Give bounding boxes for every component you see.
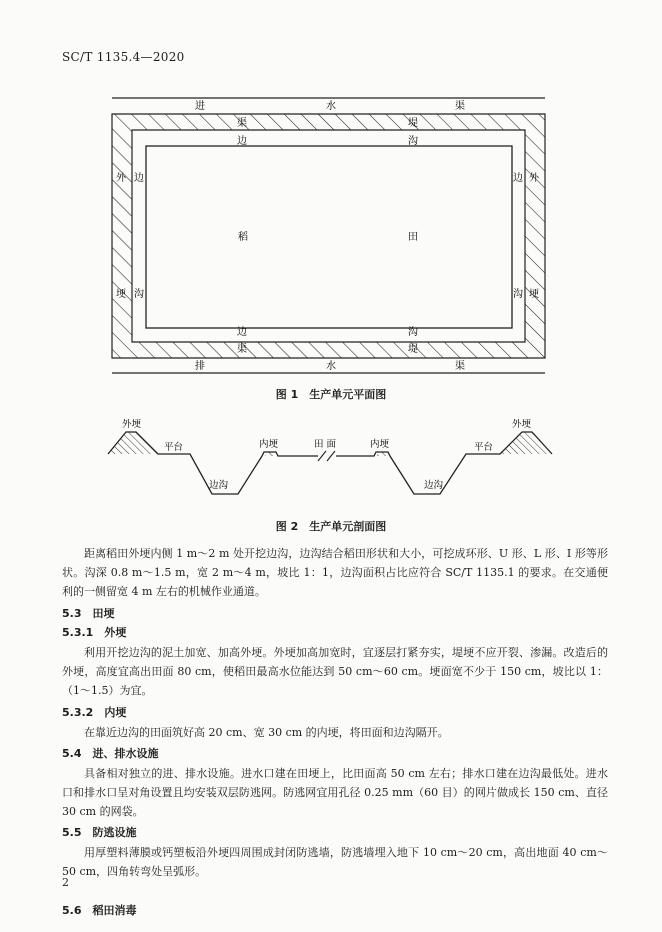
f1-top-outer-2: 渠	[455, 101, 465, 112]
f1-bottom-ditch-1: 沟	[408, 327, 418, 338]
paragraph-escape-prevention-text: 用厚塑料薄膜或钙塑板沿外埂四周围成封闭防逃墙，防逃墙埋入地下 10 cm～20 cm，高出地面 40 cm～50 cm，四角转弯处呈弧形。	[62, 846, 608, 878]
f1-left-ditch-0: 边	[134, 173, 144, 184]
f1-left-outer-0: 外	[116, 173, 126, 184]
page-number: 2	[62, 876, 69, 889]
heading-5-3: 5.3 田埂	[62, 607, 115, 620]
right-outer-levee-hatch	[500, 432, 552, 454]
figure2-section	[108, 418, 552, 494]
f1-bottom-outer-2: 渠	[455, 361, 465, 372]
f2-outer-left: 外埂	[122, 419, 142, 430]
figure2-caption: 图 2 生产单元剖面图	[275, 520, 387, 533]
f1-right-outer-0: 外	[529, 173, 539, 184]
left-outer-levee-hatch	[108, 432, 158, 454]
f2-ditch-right: 边沟	[424, 480, 444, 491]
f1-top-inner-1: 堤	[408, 118, 418, 129]
f1-top-ditch-0: 边	[237, 136, 247, 147]
f2-ditch-left: 边沟	[209, 480, 229, 491]
f1-bottom-outer-1: 水	[326, 361, 336, 372]
f2-field-surface: 田 面	[314, 439, 337, 450]
paragraph-escape-prevention	[62, 843, 608, 881]
f1-center-1: 田	[408, 232, 418, 243]
paragraph-ditch	[62, 544, 608, 601]
heading-5-4: 5.4 进、排水设施	[62, 747, 159, 760]
f1-bottom-inner-1: 堤	[408, 344, 418, 355]
paragraph-inner-levee	[62, 723, 608, 742]
f1-center-0: 稻	[238, 232, 248, 243]
paragraph-inner-levee-text: 在靠近边沟的田面筑好高 20 cm、宽 30 cm 的内埂，将田面和边沟隔开。	[84, 726, 449, 739]
paragraph-water-facilities-text: 具备相对独立的进、排水设施。进水口建在田埂上，比田面高 50 cm 左右；排水口建在边沟最低处。进水口和排水口呈对角设置且均安装双层防逃网。防逃网宜用孔径 0.25 mm（60 目）的网片做成长 150 cm、直径 30 cm 的网袋。	[62, 767, 608, 818]
paragraph-ditch-text: 距离稻田外埂内侧 1 m～2 m 处开挖边沟，边沟结合稻田形状和大小，可挖成环形、U 形、L 形、I 形等形状。沟深 0.8 m～1.5 m，宽 2 m～4 m，坡比 1：1，边沟面积占比应符合 SC/T 1135.1 的要求。在交通便利的一侧留宽 4 m 左右的机械作业通道。	[62, 547, 608, 598]
inner-levee-left-hatch	[265, 452, 275, 456]
f1-top-ditch-1: 沟	[408, 136, 418, 147]
f1-top-outer-0: 进	[195, 101, 205, 112]
f2-outer-right: 外埂	[512, 419, 532, 430]
figure1-caption: 图 1 生产单元平面图	[275, 388, 387, 401]
paragraph-water-facilities	[62, 764, 608, 821]
f1-bottom-outer-0: 排	[195, 361, 205, 372]
paragraph-outer-levee	[62, 643, 608, 700]
f1-bottom-ditch-0: 边	[237, 327, 247, 338]
heading-5-3-2: 5.3.2 内埂	[62, 706, 127, 719]
paddy-field-boundary	[146, 146, 512, 328]
f1-top-inner-0: 渠	[237, 118, 247, 129]
document-header: SC/T 1135.4—2020	[62, 50, 185, 64]
heading-5-6: 5.6 稻田消毒	[62, 904, 137, 917]
f1-left-ditch-1: 沟	[134, 289, 144, 300]
figure1-plan	[112, 98, 545, 373]
f1-right-ditch-0: 边	[513, 173, 523, 184]
f1-top-outer-1: 水	[326, 101, 336, 112]
f1-right-ditch-1: 沟	[513, 289, 523, 300]
outer-levee-hatch	[112, 114, 545, 358]
paragraph-outer-levee-text: 利用开挖边沟的泥土加宽、加高外埂。外埂加高加宽时，宜逐层打紧夯实，堤埂不应开裂、渗漏。改造后的外埂，高度宜高出田面 80 cm，使稻田最高水位能达到 50 cm～60 cm。埂面宽不少于 150 cm，坡比以 1：（1～1.5）为宜。	[62, 646, 608, 697]
f1-right-outer-1: 埂	[529, 289, 539, 300]
heading-5-3-1: 5.3.1 外埂	[62, 626, 127, 639]
inner-levee-right-hatch	[377, 452, 387, 456]
f2-inner-right: 内埂	[370, 439, 390, 450]
f1-left-outer-1: 埂	[116, 289, 126, 300]
f2-inner-left: 内埂	[259, 439, 279, 450]
f1-bottom-inner-0: 渠	[237, 344, 247, 355]
break-mark-1	[318, 451, 326, 461]
heading-5-5: 5.5 防逃设施	[62, 826, 137, 839]
f2-platform-left: 平台	[164, 442, 184, 453]
break-mark-2	[327, 451, 335, 461]
f2-platform-right: 平台	[474, 442, 494, 453]
